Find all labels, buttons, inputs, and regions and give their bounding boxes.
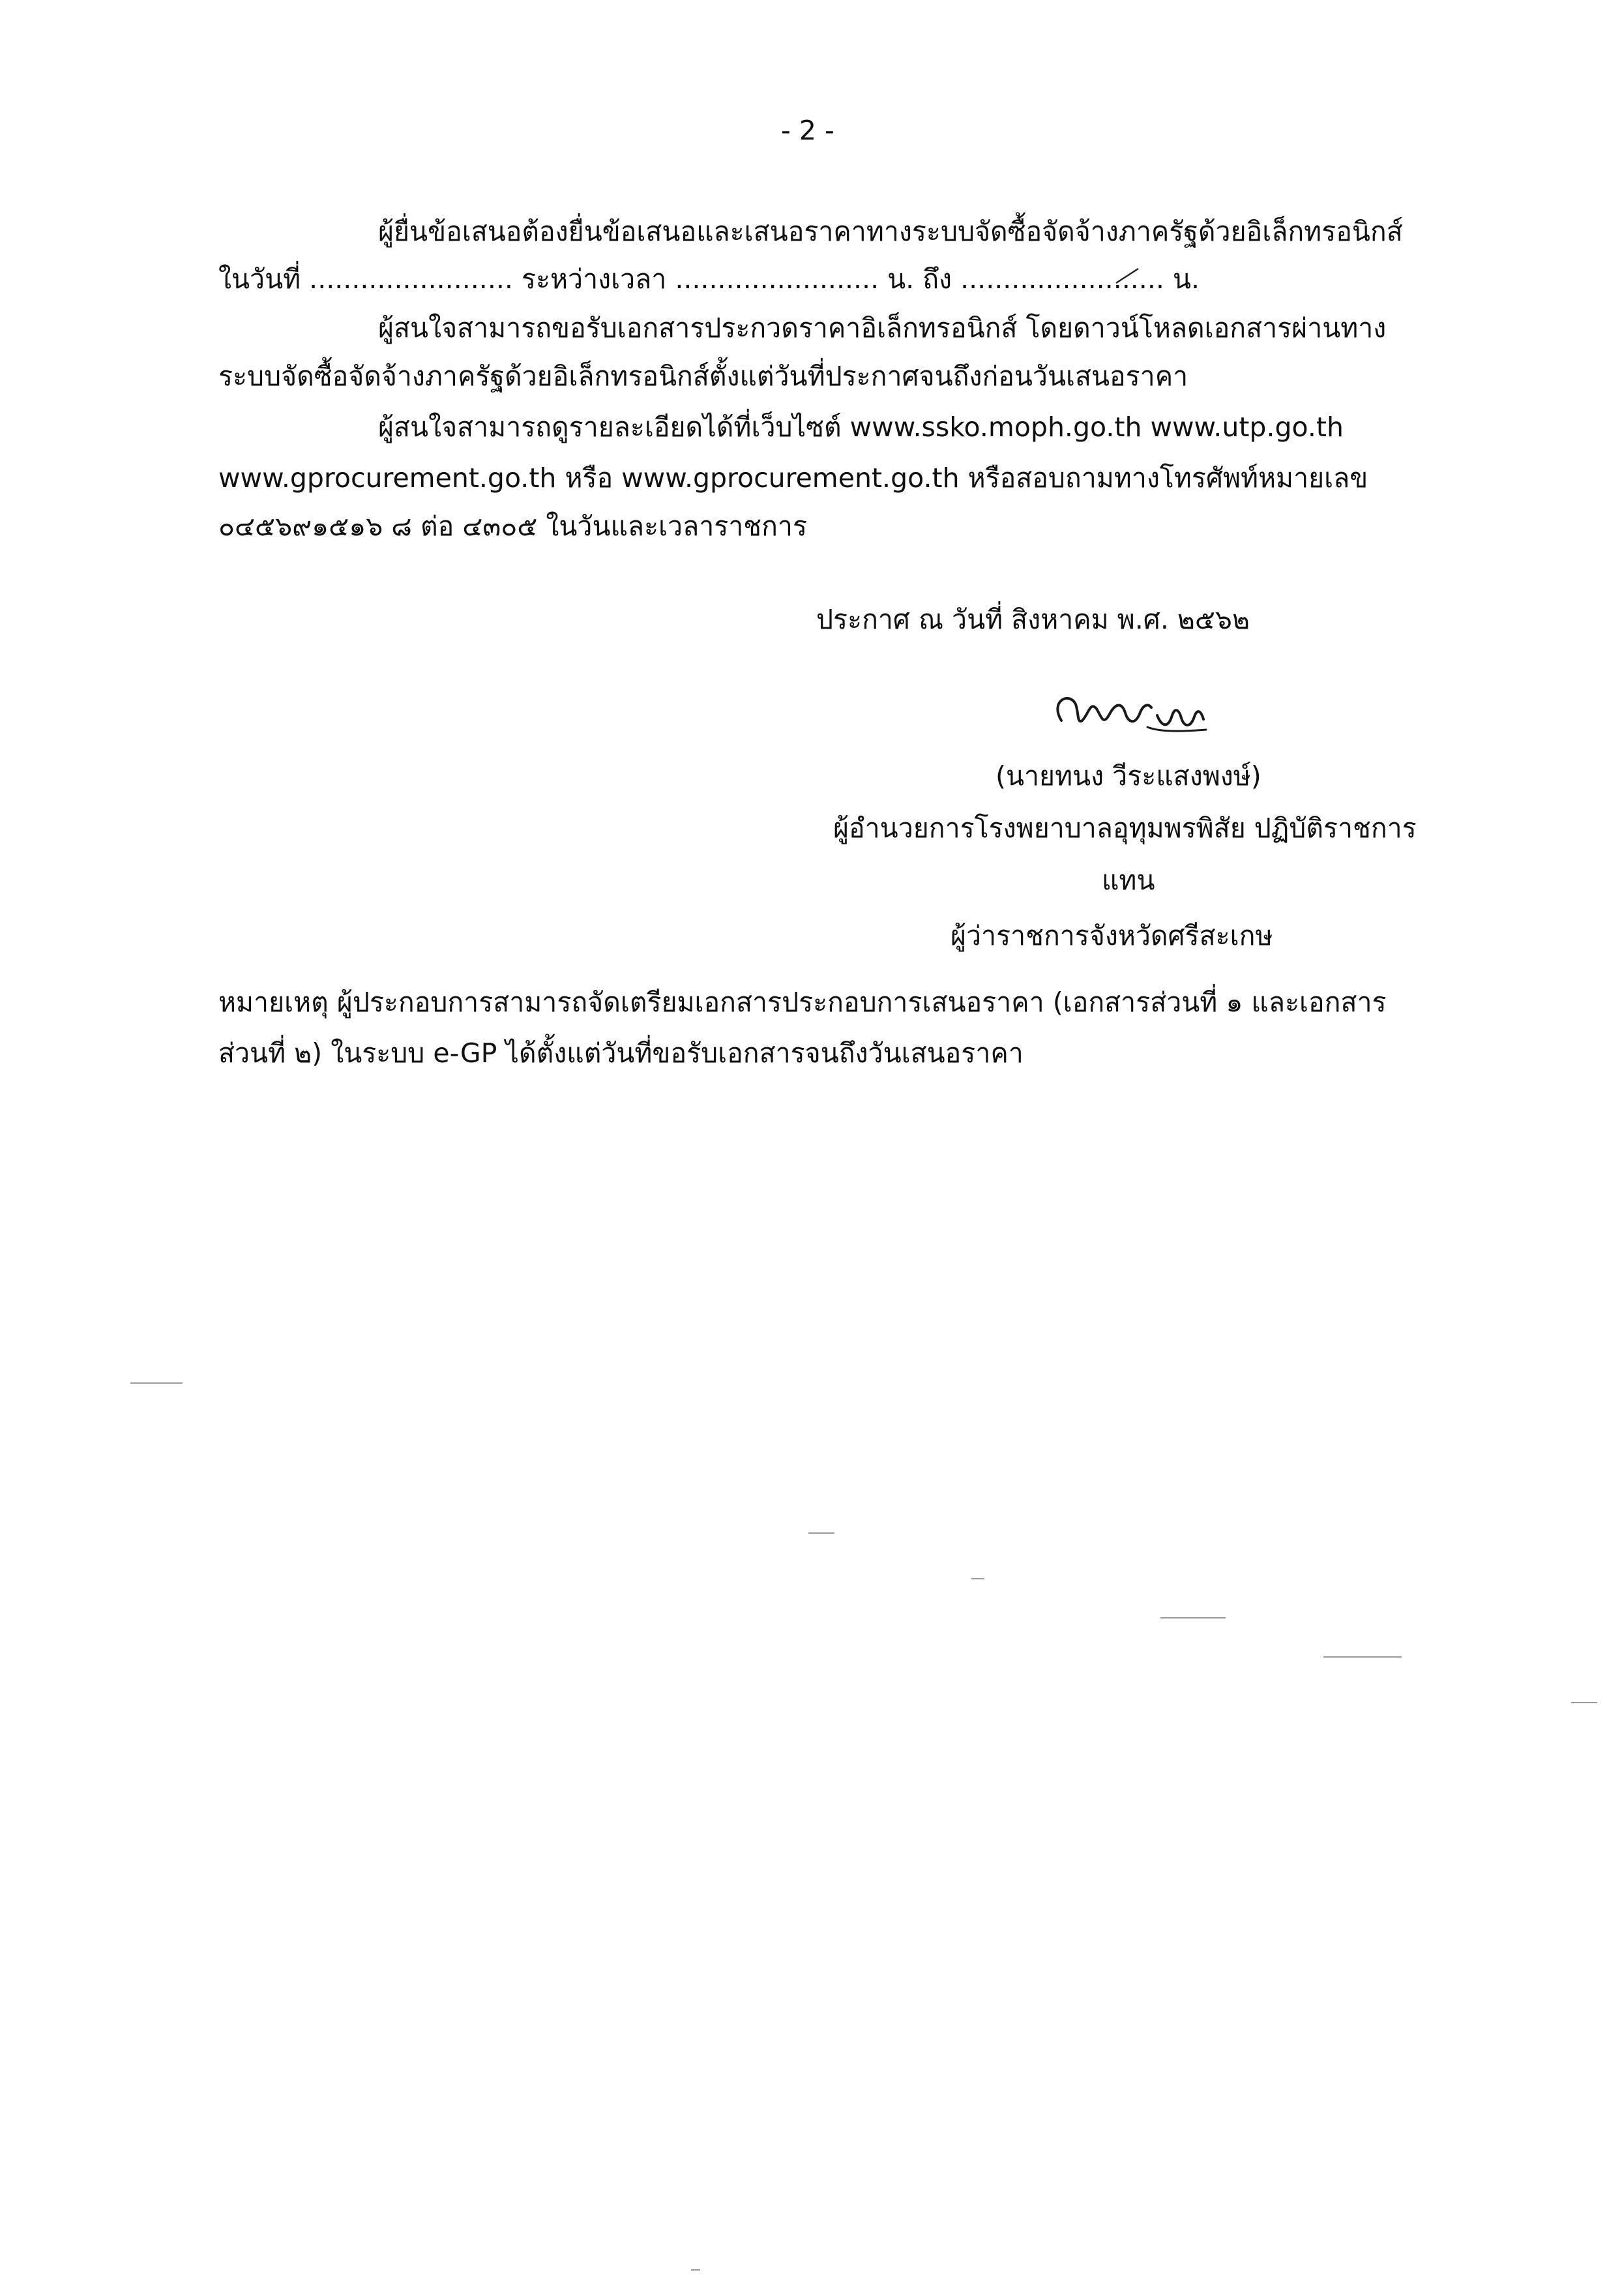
scan-speck (691, 2269, 700, 2271)
paragraph-website-line-1: ผู้สนใจสามารถดูรายละเอียดได้ที่เว็บไซต์ www.ssko.moph.go.th www.utp.go.th (378, 411, 1344, 443)
paragraph-download-line-1: ผู้สนใจสามารถขอรับเอกสารประกวดราคาอิเล็กทรอนิกส์ โดยดาวน์โหลดเอกสารผ่านทาง (378, 312, 1387, 344)
signatory-governor: ผู้ว่าราชการจังหวัดศรีสะเกษ (951, 920, 1273, 951)
announcement-date: ประกาศ ณ วันที่ สิงหาคม พ.ศ. ๒๕๖๒ (816, 604, 1250, 635)
paragraph-website-line-3: ๐๔๕๖๙๑๕๑๖ ๘ ต่อ ๔๓๐๕ ในวันและเวลาราชการ (218, 511, 807, 542)
scan-speck (1571, 1702, 1597, 1703)
scan-speck (1323, 1656, 1402, 1658)
paragraph-website-line-2: www.gprocurement.go.th หรือ www.gprocurement.go.th หรือสอบถามทางโทรศัพท์หมายเลข (218, 462, 1368, 494)
signatory-name: (นายทนง วีระแสงพงษ์) (995, 760, 1261, 792)
scan-speck (971, 1578, 984, 1579)
handwritten-tick-mark (1115, 266, 1141, 286)
handwritten-signature (1043, 675, 1213, 747)
scan-speck (808, 1532, 834, 1534)
note-line-2: ส่วนที่ ๒) ในระบบ e-GP ได้ตั้งแต่วันที่ขอรับเอกสารจนถึงวันเสนอราคา (218, 1037, 1024, 1069)
paragraph-submission-line-2: ในวันที่ ........................ ระหว่างเวลา ........................ น. ถึง ........................ น. (218, 263, 1200, 295)
paragraph-submission-line-1: ผู้ยื่นข้อเสนอต้องยื่นข้อเสนอและเสนอราคาทางระบบจัดซื้อจัดจ้างภาครัฐด้วยอิเล็กทรอนิกส์ (378, 216, 1403, 247)
page-number: - 2 - (781, 115, 834, 146)
signatory-on-behalf: แทน (1102, 865, 1155, 896)
scan-speck (130, 1382, 183, 1384)
note-line-1: หมายเหตุ ผู้ประกอบการสามารถจัดเตรียมเอกสารประกอบการเสนอราคา (เอกสารส่วนที่ ๑ และเอกสาร (218, 987, 1387, 1018)
signatory-title: ผู้อำนวยการโรงพยาบาลอุทุมพรพิสัย ปฏิบัติราชการ (833, 813, 1417, 844)
paragraph-download-line-2: ระบบจัดซื้อจัดจ้างภาครัฐด้วยอิเล็กทรอนิกส์ตั้งแต่วันที่ประกาศจนถึงก่อนวันเสนอราคา (218, 361, 1188, 392)
scan-speck (1160, 1617, 1226, 1618)
